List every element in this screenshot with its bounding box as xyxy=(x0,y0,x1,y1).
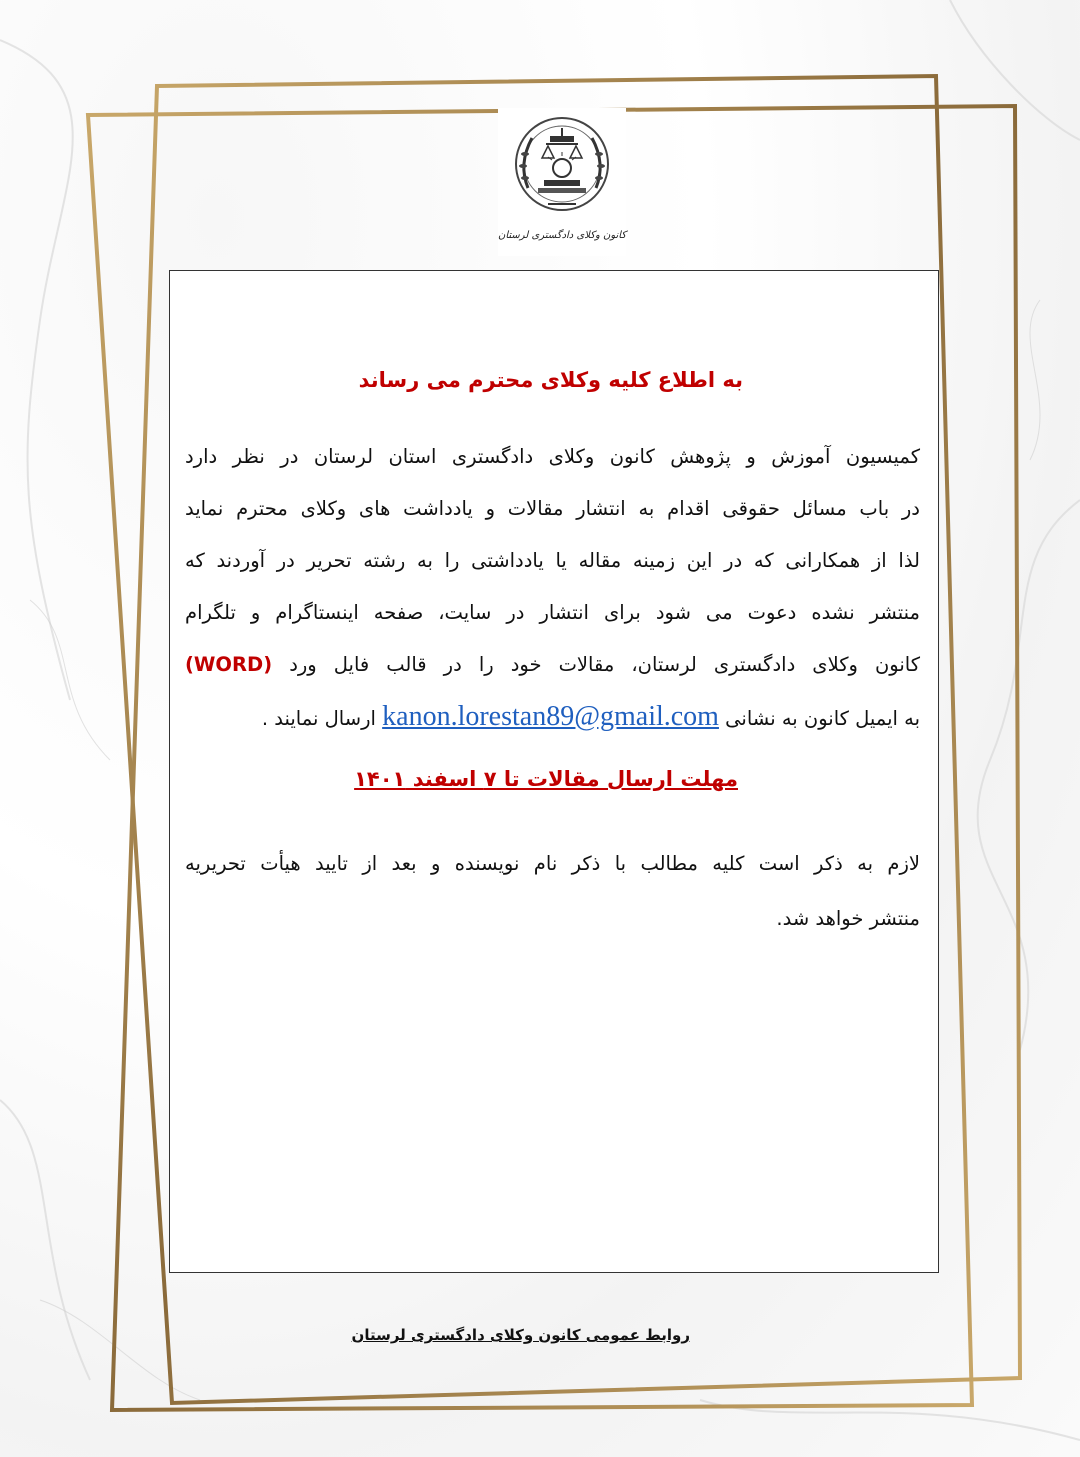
body-line-4: منتشر نشده دعوت می شود برای انتشار در سایت، صفحه اینستاگرام و تلگرام xyxy=(185,601,920,624)
logo xyxy=(498,108,626,256)
body-line-3: لذا از همکارانی که در این زمینه مقاله یا یادداشتی را به رشته تحریر در آوردند که xyxy=(185,549,920,572)
announcement-body xyxy=(185,431,920,745)
announcement-heading: به اطلاع کلیه وکلای محترم می رساند xyxy=(358,368,743,392)
note-line-1: لازم به ذکر است کلیه مطالب با ذکر نام نویسنده و بعد از تایید هیأت تحریریه xyxy=(185,852,920,875)
note-line-2: منتشر خواهد شد. xyxy=(776,907,920,930)
body-line-6-suffix: ارسال نمایند . xyxy=(261,707,376,730)
body-line-6-prefix: به ایمیل کانون به نشانی xyxy=(725,707,920,730)
logo-caption: کانون وکلای دادگستری لرستان xyxy=(498,230,627,241)
body-line-5-text: کانون وکلای دادگستری لرستان، مقالات خود را در قالب فایل ورد xyxy=(289,653,920,676)
body-line-5 xyxy=(185,639,920,691)
body-line-2: در باب مسائل حقوقی اقدام به انتشار مقالات و یادداشت های وکلای محترم نماید xyxy=(185,497,920,520)
body-line-6 xyxy=(185,691,920,745)
email-link[interactable]: kanon.lorestan89@gmail.com xyxy=(382,701,719,732)
deadline-notice: مهلت ارسال مقالات تا ۷ اسفند ۱۴۰۱ xyxy=(354,767,738,791)
announcement-box xyxy=(169,270,939,1273)
body-line-1: کمیسیون آموزش و پژوهش کانون وکلای دادگستری استان لرستان در نظر دارد xyxy=(185,445,920,468)
editorial-note xyxy=(185,836,920,946)
format-tag: (WORD) xyxy=(185,653,273,676)
bar-association-emblem-icon xyxy=(498,108,626,228)
footer-signature: روابط عمومی کانون وکلای دادگستری لرستان xyxy=(351,1326,690,1344)
